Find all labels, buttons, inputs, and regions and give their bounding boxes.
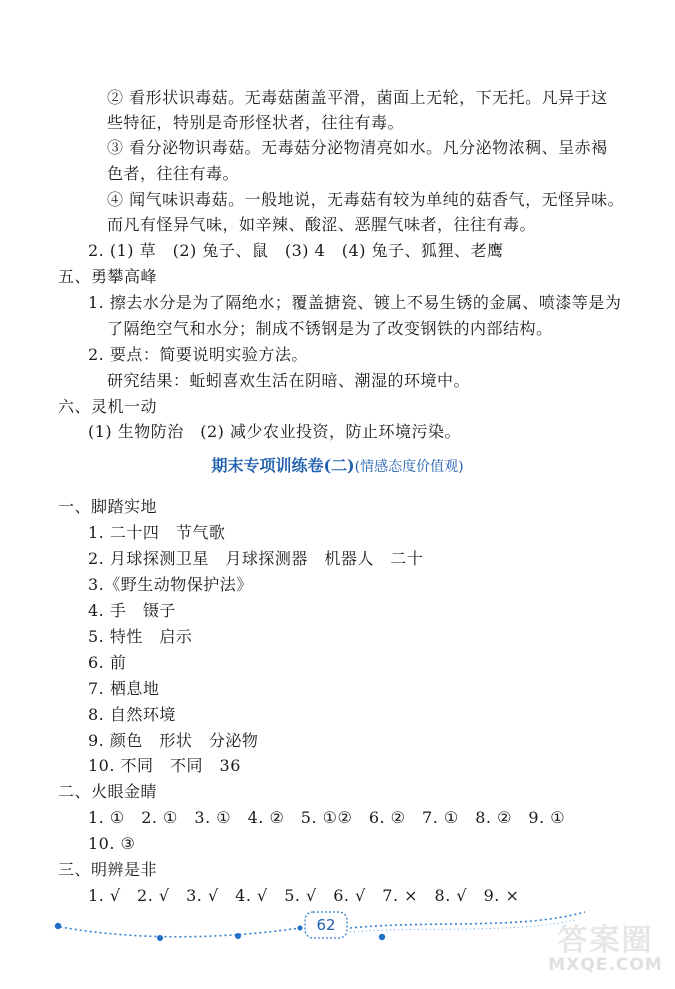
text-line: 3.《野生动物保护法》	[88, 575, 253, 594]
text-line: 9. 颜色 形状 分泌物	[88, 731, 259, 750]
text-line: 1. √ 2. √ 3. √ 4. √ 5. √ 6. √ 7. × 8. √ 9. ×	[88, 886, 520, 905]
section-title-main: 期末专项训练卷(二)	[211, 456, 355, 475]
text-line: 些特征，特别是奇形怪状者，往往有毒。	[107, 113, 405, 132]
section-title-sub: (情感态度价值观)	[354, 459, 464, 475]
text-line: 10. ③	[88, 834, 136, 853]
text-line: 4. 手 镊子	[88, 601, 176, 620]
text-line: (1) 生物防治 (2) 减少农业投资，防止环境污染。	[88, 422, 462, 441]
watermark	[543, 915, 668, 983]
text-line: 8. 自然环境	[88, 705, 176, 724]
section-title	[0, 455, 675, 478]
text-line: 10. 不同 不同 36	[88, 756, 241, 775]
section-heading: 三、明辨是非	[58, 860, 158, 879]
text-line: 1. ① 2. ① 3. ① 4. ② 5. ①② 6. ② 7. ① 8. ② 9. ①	[88, 808, 566, 827]
text-line: ② 看形状识毒菇。无毒菇菌盖平滑，菌面上无轮，下无托。凡异于这	[107, 88, 608, 107]
text-line: 5. 特性 启示	[88, 627, 193, 646]
text-line: 而凡有怪异气味，如辛辣、酸涩、恶腥气味者，往往有毒。	[107, 215, 537, 234]
text-line: 1. 擦去水分是为了隔绝水；覆盖搪瓷、镀上不易生锈的金属、喷漆等是为	[88, 293, 622, 312]
watermark-text: 答案圈	[557, 923, 654, 958]
text-line: 了隔绝空气和水分；制成不锈钢是为了改变钢铁的内部结构。	[107, 319, 553, 338]
text-line: 7. 栖息地	[88, 679, 160, 698]
text-line: 2. 要点：简要说明实验方法。	[88, 345, 308, 364]
section-heading: 五、勇攀高峰	[58, 267, 158, 286]
page-number: 62	[316, 916, 336, 934]
section-heading: 六、灵机一动	[58, 397, 158, 416]
text-line: ④ 闻气味识毒菇。一般地说，无毒菇有较为单纯的菇香气，无怪异味。	[107, 190, 625, 209]
text-line: ③ 看分泌物识毒菇。无毒菇分泌物清亮如水。凡分泌物浓稠、呈赤褐	[107, 138, 608, 157]
text-line: 2. (1) 草 (2) 兔子、鼠 (3) 4 (4) 兔子、狐狸、老鹰	[88, 241, 504, 260]
section-heading: 一、脚踏实地	[58, 497, 158, 516]
text-line: 2. 月球探测卫星 月球探测器 机器人 二十	[88, 549, 424, 568]
section-heading: 二、火眼金睛	[58, 782, 158, 801]
watermark-url: MXQE.COM	[548, 955, 663, 975]
text-line: 研究结果：蚯蚓喜欢生活在阴暗、潮湿的环境中。	[107, 371, 471, 390]
text-line: 1. 二十四 节气歌	[88, 523, 226, 542]
text-line: 6. 前	[88, 653, 127, 672]
text-line: 色者，往往有毒。	[107, 164, 240, 183]
